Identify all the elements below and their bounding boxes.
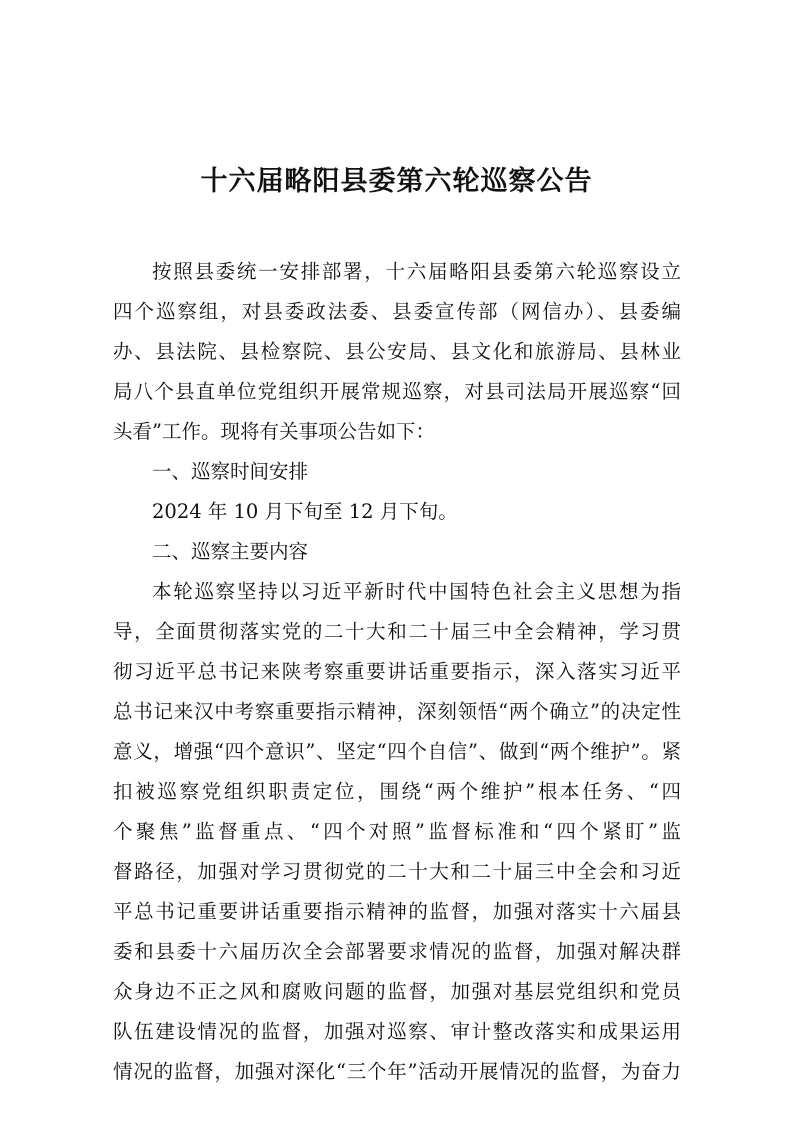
content-line: 彻习近平总书记来陕考察重要讲话重要指示，深入落实习近平 <box>113 660 681 683</box>
intro-line: 局八个县直单位党组织开展常规巡察，对县司法局开展巡察“回 <box>113 380 681 403</box>
section-heading-schedule: 一、巡察时间安排 <box>152 460 309 483</box>
content-line: 扣被巡察党组织职责定位，围绕“两个维护”根本任务、“四 <box>113 780 681 803</box>
intro-line: 办、县法院、县检察院、县公安局、县文化和旅游局、县林业 <box>113 340 681 363</box>
document-title: 十六届略阳县委第六轮巡察公告 <box>200 166 593 197</box>
content-line: 导，全面贯彻落实党的二十大和二十届三中全会精神，学习贯 <box>113 620 681 643</box>
content-line: 众身边不正之风和腐败问题的监督，加强对基层党组织和党员 <box>113 980 681 1003</box>
content-line: 总书记来汉中考察重要指示精神，深刻领悟“两个确立”的决定性 <box>113 700 681 723</box>
content-line: 平总书记重要讲话重要指示精神的监督，加强对落实十六届县 <box>113 900 681 923</box>
content-line: 情况的监督，加强对深化“三个年”活动开展情况的监督，为奋力 <box>113 1060 681 1083</box>
section-heading-content: 二、巡察主要内容 <box>152 540 309 563</box>
content-line: 委和县委十六届历次全会部署要求情况的监督，加强对解决群 <box>113 940 681 963</box>
content-line: 意义，增强“四个意识”、坚定“四个自信”、做到“两个维护”。紧 <box>113 740 681 763</box>
content-line: 本轮巡察坚持以习近平新时代中国特色社会主义思想为指 <box>152 580 681 603</box>
section-schedule-body: 2024 年 10 月下旬至 12 月下旬。 <box>152 500 458 523</box>
intro-line: 头看”工作。现将有关事项公告如下： <box>113 420 435 443</box>
intro-line: 按照县委统一安排部署，十六届略阳县委第六轮巡察设立 <box>152 260 681 283</box>
content-line: 督路径，加强对学习贯彻党的二十大和二十届三中全会和习近 <box>113 860 681 883</box>
content-line: 个聚焦”监督重点、“四个对照”监督标准和“四个紧盯”监 <box>113 820 681 843</box>
content-line: 队伍建设情况的监督，加强对巡察、审计整改落实和成果运用 <box>113 1020 681 1043</box>
intro-line: 四个巡察组，对县委政法委、县委宣传部（网信办）、县委编 <box>113 300 681 323</box>
